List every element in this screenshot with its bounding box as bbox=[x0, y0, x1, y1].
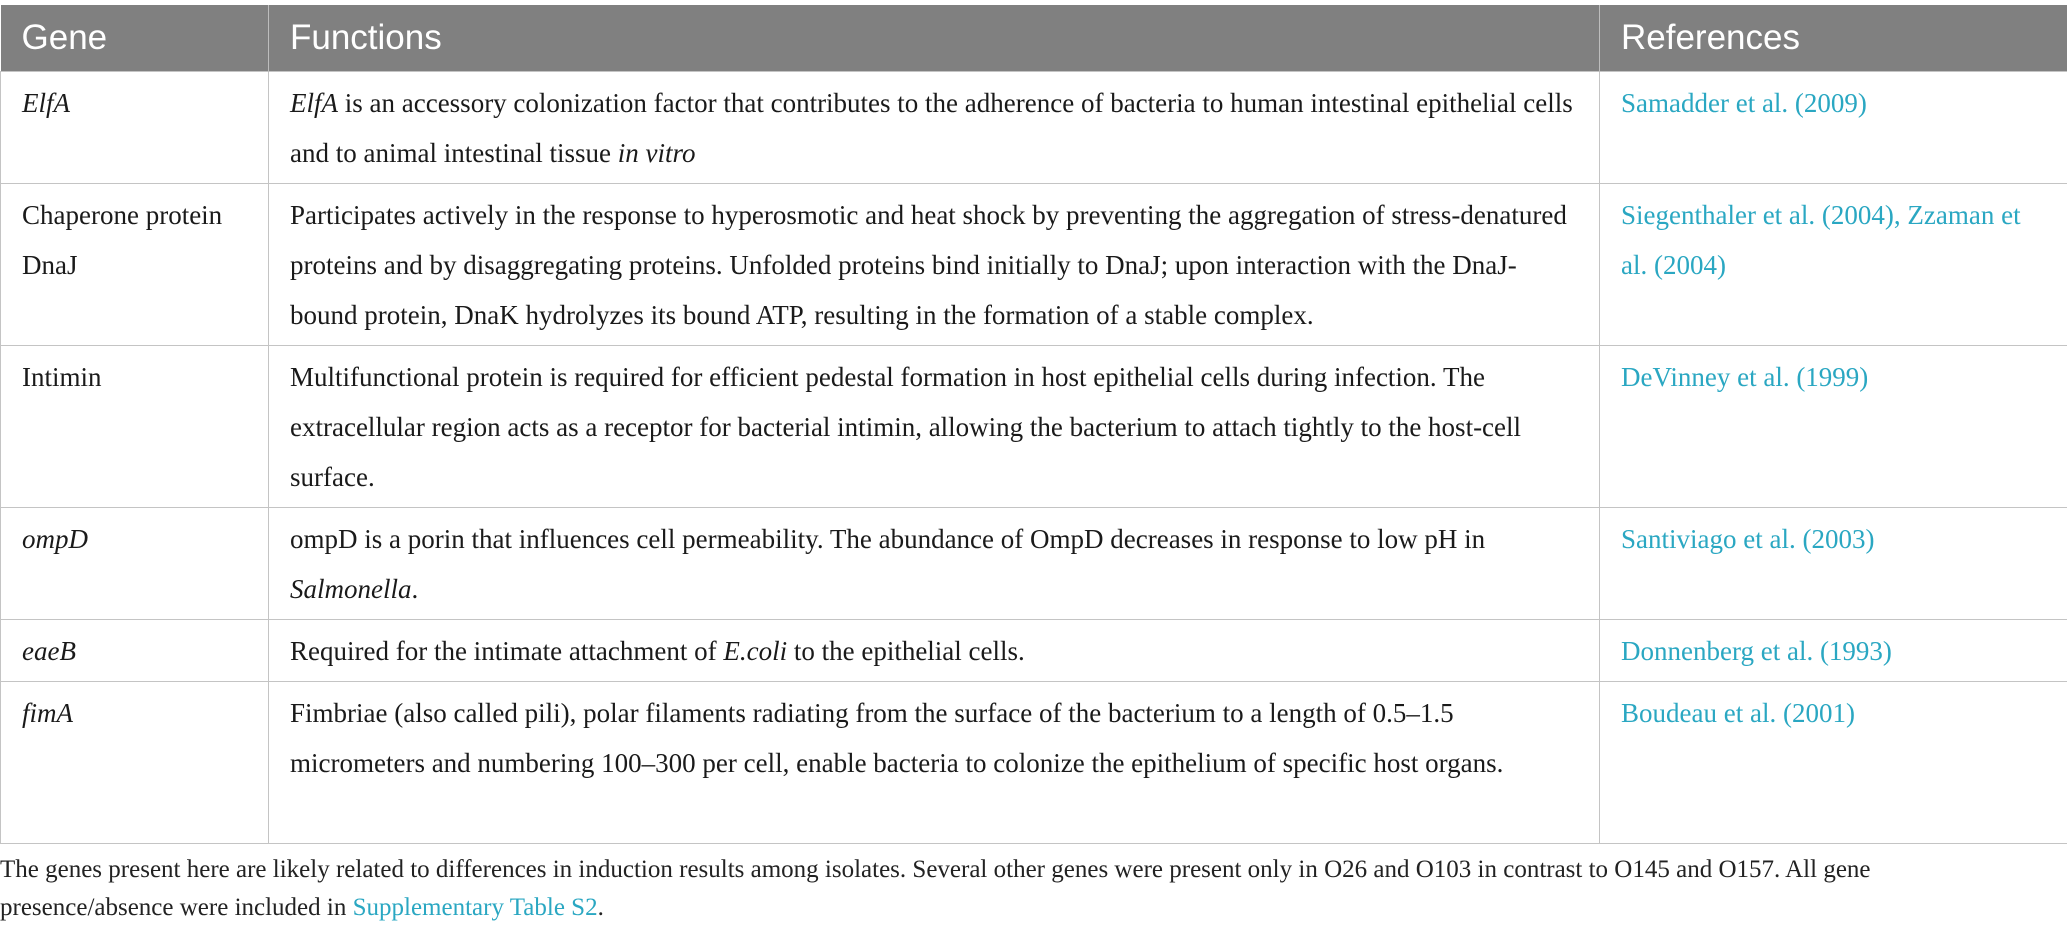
header-references: References bbox=[1600, 5, 2067, 72]
table-row bbox=[1, 620, 2067, 682]
table-row bbox=[1, 346, 2067, 508]
reference-link[interactable]: Santiviago et al. (2003) bbox=[1621, 524, 1875, 554]
table-row bbox=[1, 184, 2067, 346]
reference-cell bbox=[1600, 72, 2067, 184]
gene-cell bbox=[1, 620, 269, 682]
function-cell: ElfA is an accessory colonization factor that contributes to the adherence of bacteria to human intestinal epithelial cells and to animal intestinal tissue in vitro bbox=[269, 72, 1600, 184]
function-cell: Participates actively in the response to hyperosmotic and heat shock by preventing the aggregation of stress-denatured proteins and by disaggregating proteins. Unfolded proteins bind initially to DnaJ; upon interaction with the DnaJ-bound protein, DnaK hydrolyzes its bound ATP, resulting in the formation of a stable complex. bbox=[269, 184, 1600, 346]
table-footnote: The genes present here are likely related to differences in induction results among isolates. Several other genes were present only in O26 and O103 in contrast to O145 and O157. All gene presence/absence were included in Supplementary Table S2. bbox=[0, 856, 1871, 921]
reference-cell bbox=[1600, 620, 2067, 682]
reference-cell bbox=[1600, 346, 2067, 508]
reference-link[interactable]: DeVinney et al. (1999) bbox=[1621, 362, 1869, 392]
gene-name: eaeB bbox=[22, 636, 76, 666]
gene-function-table bbox=[0, 5, 2067, 844]
gene-cell bbox=[1, 346, 269, 508]
reference-cell bbox=[1600, 184, 2067, 346]
reference-cell bbox=[1600, 508, 2067, 620]
supplementary-table-link[interactable]: Supplementary Table S2 bbox=[352, 894, 598, 921]
function-cell: Multifunctional protein is required for efficient pedestal formation in host epithelial cells during infection. The extracellular region acts as a receptor for bacterial intimin, allowing the bacterium to attach tightly to the host-cell surface. bbox=[269, 346, 1600, 508]
header-gene: Gene bbox=[1, 5, 269, 72]
gene-name: Chaperone protein DnaJ bbox=[22, 200, 223, 280]
reference-cell bbox=[1600, 682, 2067, 844]
gene-name: ompD bbox=[22, 524, 88, 554]
reference-link[interactable]: Boudeau et al. (2001) bbox=[1621, 698, 1855, 728]
gene-cell bbox=[1, 508, 269, 620]
gene-name: ElfA bbox=[22, 88, 70, 118]
function-cell: ompD is a porin that influences cell permeability. The abundance of OmpD decreases in response to low pH in Salmonella. bbox=[269, 508, 1600, 620]
table-row bbox=[1, 508, 2067, 620]
gene-cell bbox=[1, 682, 269, 844]
reference-link[interactable]: Samadder et al. (2009) bbox=[1621, 88, 1867, 118]
table-row bbox=[1, 72, 2067, 184]
function-cell: Required for the intimate attachment of E.coli to the epithelial cells. bbox=[269, 620, 1600, 682]
gene-cell bbox=[1, 184, 269, 346]
reference-link[interactable]: Donnenberg et al. (1993) bbox=[1621, 636, 1892, 666]
table-row bbox=[1, 682, 2067, 844]
gene-name: Intimin bbox=[22, 362, 102, 392]
reference-link[interactable]: Siegenthaler et al. (2004), Zzaman et al. (2004) bbox=[1621, 200, 2021, 280]
gene-name: fimA bbox=[22, 698, 73, 728]
gene-cell bbox=[1, 72, 269, 184]
function-cell: Fimbriae (also called pili), polar filaments radiating from the surface of the bacterium to a length of 0.5–1.5 micrometers and numbering 100–300 per cell, enable bacteria to colonize the epithelium of specific host organs. bbox=[269, 682, 1600, 844]
table-header-row bbox=[1, 5, 2067, 72]
footnote-text: The genes present here are likely related to differences in induction results among isolates. Several other genes were present only in O26 and O103 in contrast to O145 and O157. All gene presence/absence were included in bbox=[0, 856, 1871, 921]
header-functions: Functions bbox=[269, 5, 1600, 72]
